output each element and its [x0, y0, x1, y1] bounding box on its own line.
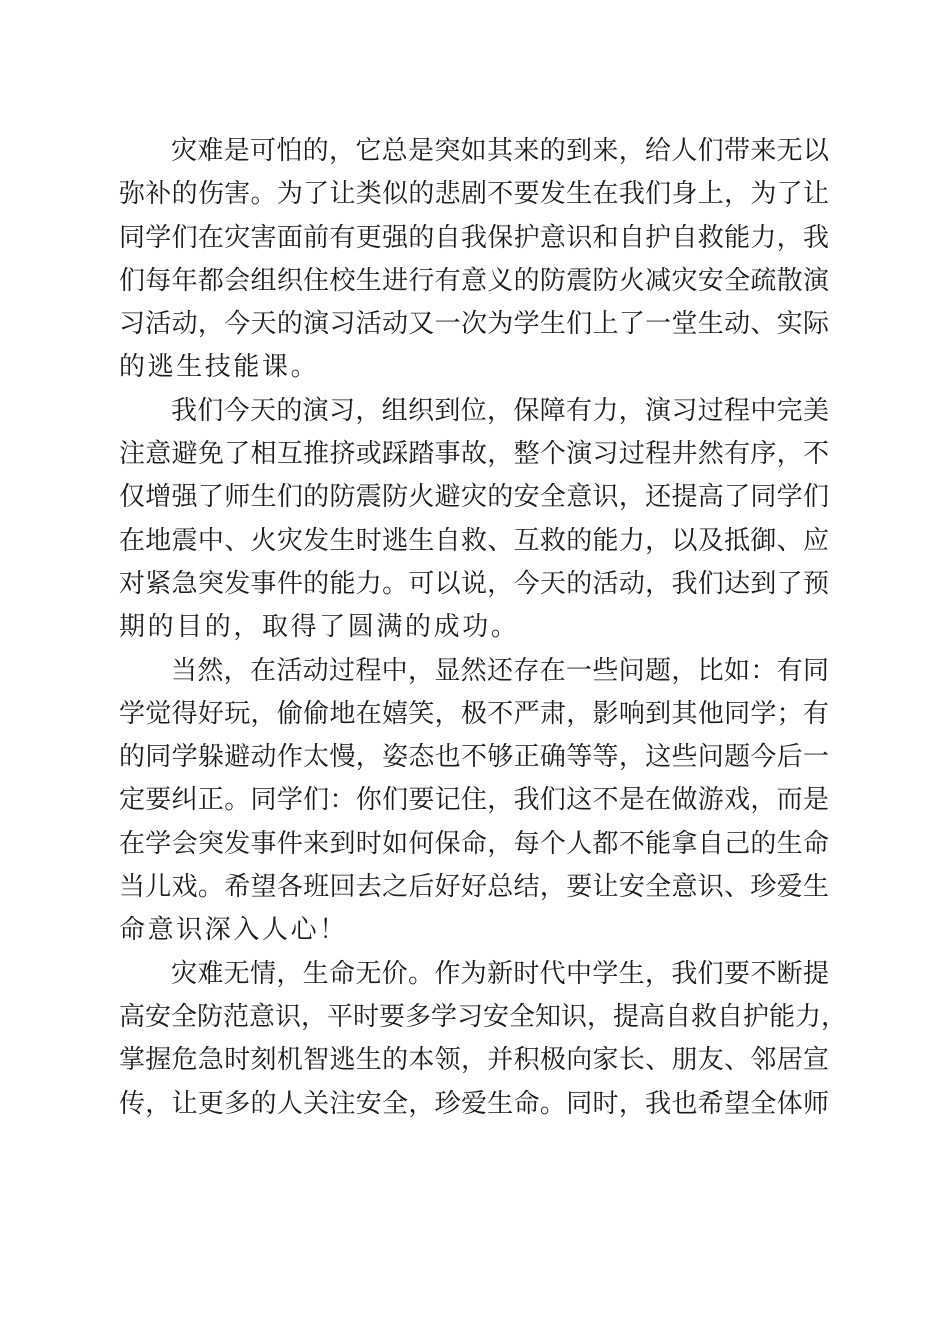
- paragraph-1-line-6: 的逃生技能课。: [119, 352, 320, 383]
- paragraph-2-line-6: 期的目的，取得了圆满的成功。: [119, 612, 520, 643]
- paragraph-3-line-2: 学觉得好玩，偷偷地在嬉笑，极不严肃，影响到其他同学；有: [119, 698, 829, 729]
- paragraph-3-line-4: 定要纠正。同学们：你们要记住，我们这不是在做游戏，而是: [119, 785, 829, 816]
- paragraph-3-line-3: 的同学躲避动作太慢，姿态也不够正确等等，这些问题今后一: [119, 742, 829, 773]
- paragraph-4-line-4: 传，让更多的人关注安全，珍爱生命。同时，我也希望全体师: [119, 1088, 829, 1119]
- paragraph-3-line-5: 在学会突发事件来到时如何保命，每个人都不能拿自己的生命: [119, 828, 829, 859]
- paragraph-1-line-4: 们每年都会组织住校生进行有意义的防震防火减灾安全疏散演: [119, 265, 829, 296]
- body-text: [119, 130, 848, 1126]
- paragraph-2-line-3: 仅增强了师生们的防震防火避灾的安全意识，还提高了同学们: [119, 482, 829, 513]
- paragraph-1-line-1: 灾难是可怕的，它总是突如其来的到来，给人们带来无以: [171, 136, 829, 166]
- paragraph-2-line-2: 注意避免了相互推挤或踩踏事故，整个演习过程井然有序，不: [119, 439, 829, 470]
- paragraph-4-line-2: 高安全防范意识，平时要多学习安全知识，提高自救自护能力，: [119, 1001, 848, 1032]
- paragraph-1-line-3: 同学们在灾害面前有更强的自我保护意识和自护自救能力，我: [119, 222, 829, 253]
- paragraph-3-line-6: 当儿戏。希望各班回去之后好好总结，要让安全意识、珍爱生: [119, 872, 829, 903]
- paragraph-4-line-3: 掌握危急时刻机智逃生的本领，并积极向家长、朋友、邻居宣: [119, 1045, 829, 1076]
- paragraph-2-line-4: 在地震中、火灾发生时逃生自救、互救的能力，以及抵御、应: [119, 525, 829, 556]
- paragraph-4-line-1: 灾难无情，生命无价。作为新时代中学生，我们要不断提: [171, 958, 829, 989]
- paragraph-2-line-1: 我们今天的演习，组织到位，保障有力，演习过程中完美: [171, 395, 829, 426]
- paragraph-3-line-7: 命意识深入人心！: [119, 915, 348, 946]
- paragraph-3-line-1: 当然，在活动过程中，显然还存在一些问题，比如：有同: [171, 655, 829, 686]
- paragraph-2-line-5: 对紧急突发事件的能力。可以说，今天的活动，我们达到了预: [119, 568, 829, 599]
- paragraph-1-line-2: 弥补的伤害。为了让类似的悲剧不要发生在我们身上，为了让: [119, 179, 829, 210]
- paragraph-1-line-5: 习活动，今天的演习活动又一次为学生们上了一堂生动、实际: [119, 309, 829, 340]
